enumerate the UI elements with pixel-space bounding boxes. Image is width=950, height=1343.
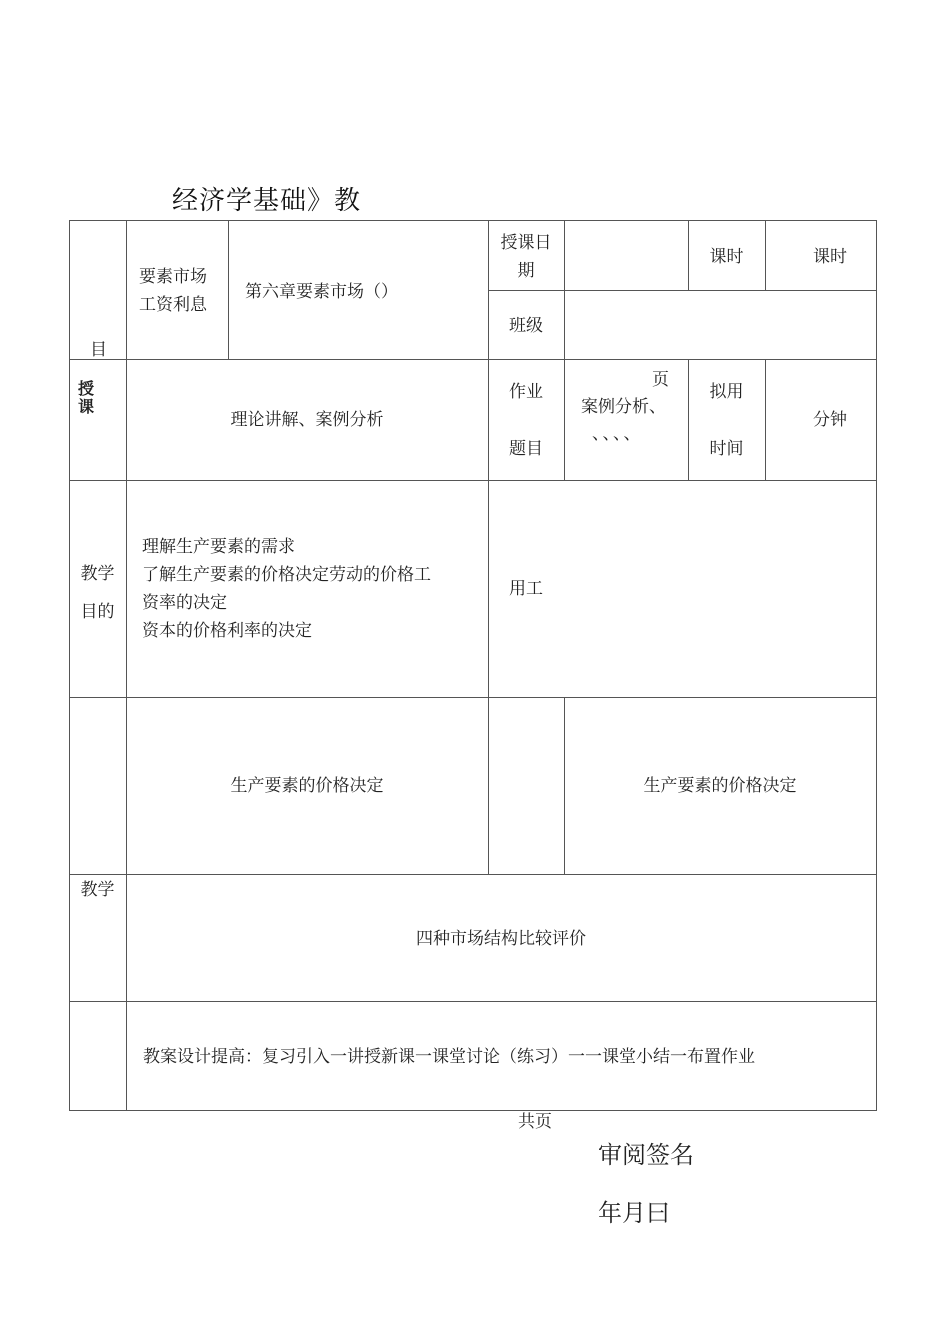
homework-content: 案例分析、 — [581, 397, 666, 417]
topic-line-1: 要素市场 — [139, 267, 207, 287]
table-border-left — [69, 220, 70, 1111]
teaching-label-line-2: 课 — [78, 397, 95, 416]
chapter-title: 第六章要素市场（） — [245, 282, 398, 302]
review-signature: 审阅签名 — [598, 1141, 694, 1169]
objective-2: 了解生产要素的价格决定劳动的价格工 — [142, 565, 431, 585]
time-label-line-1: 拟用 — [709, 382, 744, 402]
row1-inner-divider — [488, 290, 877, 291]
homework-marks: 、、、、 — [592, 424, 643, 444]
row1-divider — [69, 359, 877, 360]
topic-line-2: 工资利息 — [139, 295, 207, 315]
teaching-content: 四种市场结构比较评价 — [416, 929, 586, 949]
table-border-bottom — [69, 1110, 877, 1111]
date-label-line-1: 授课日 — [500, 233, 552, 253]
objectives-label-line-2: 目的 — [80, 602, 115, 622]
key-points: 生产要素的价格决定 — [230, 776, 384, 796]
date-label-line-2: 期 — [517, 261, 535, 281]
objectives-label-line-1: 教学 — [80, 564, 115, 584]
review-date: 年月曰 — [598, 1199, 670, 1227]
lesson-design: 教案设计提高：复习引入一讲授新课一课堂讨论（练习）一一课堂小结一布置作业 — [143, 1047, 755, 1067]
topic-divider — [228, 220, 229, 360]
row2-divider — [69, 480, 877, 481]
value-column-divider — [564, 220, 565, 481]
time-unit: 分钟 — [813, 410, 847, 430]
row4-divider — [69, 874, 877, 875]
homework-label-line-1: 作业 — [509, 382, 543, 402]
row5-divider — [69, 1001, 877, 1002]
document-title: 经济学基础》教 — [172, 186, 362, 216]
teaching-content-label: 教学 — [80, 880, 115, 900]
teaching-method: 理论讲解、案例分析 — [230, 410, 384, 430]
objective-4: 资本的价格利率的决定 — [142, 621, 312, 641]
time-unit-divider — [765, 359, 766, 481]
row1-label: 目 — [90, 340, 107, 360]
hours-unit-divider — [765, 220, 766, 291]
tools-label: 用工 — [509, 579, 543, 599]
time-label-line-2: 时间 — [709, 439, 744, 459]
row3-divider — [69, 697, 877, 698]
class-label: 班级 — [509, 316, 543, 336]
teaching-label-line-1: 授 — [78, 379, 95, 398]
difficult-points: 生产要素的价格决定 — [643, 776, 797, 796]
table-border-right — [876, 220, 877, 1111]
objective-1: 理解生产要素的需求 — [142, 537, 295, 557]
total-pages: 共页 — [518, 1112, 552, 1132]
hours-unit: 课时 — [813, 247, 847, 267]
table-border-top — [69, 220, 877, 221]
homework-page: 页 — [652, 370, 669, 390]
objective-3: 资率的决定 — [142, 593, 227, 613]
hours-label: 课时 — [709, 247, 744, 267]
label-column-divider — [126, 220, 127, 1111]
homework-label-line-2: 题目 — [509, 439, 543, 459]
